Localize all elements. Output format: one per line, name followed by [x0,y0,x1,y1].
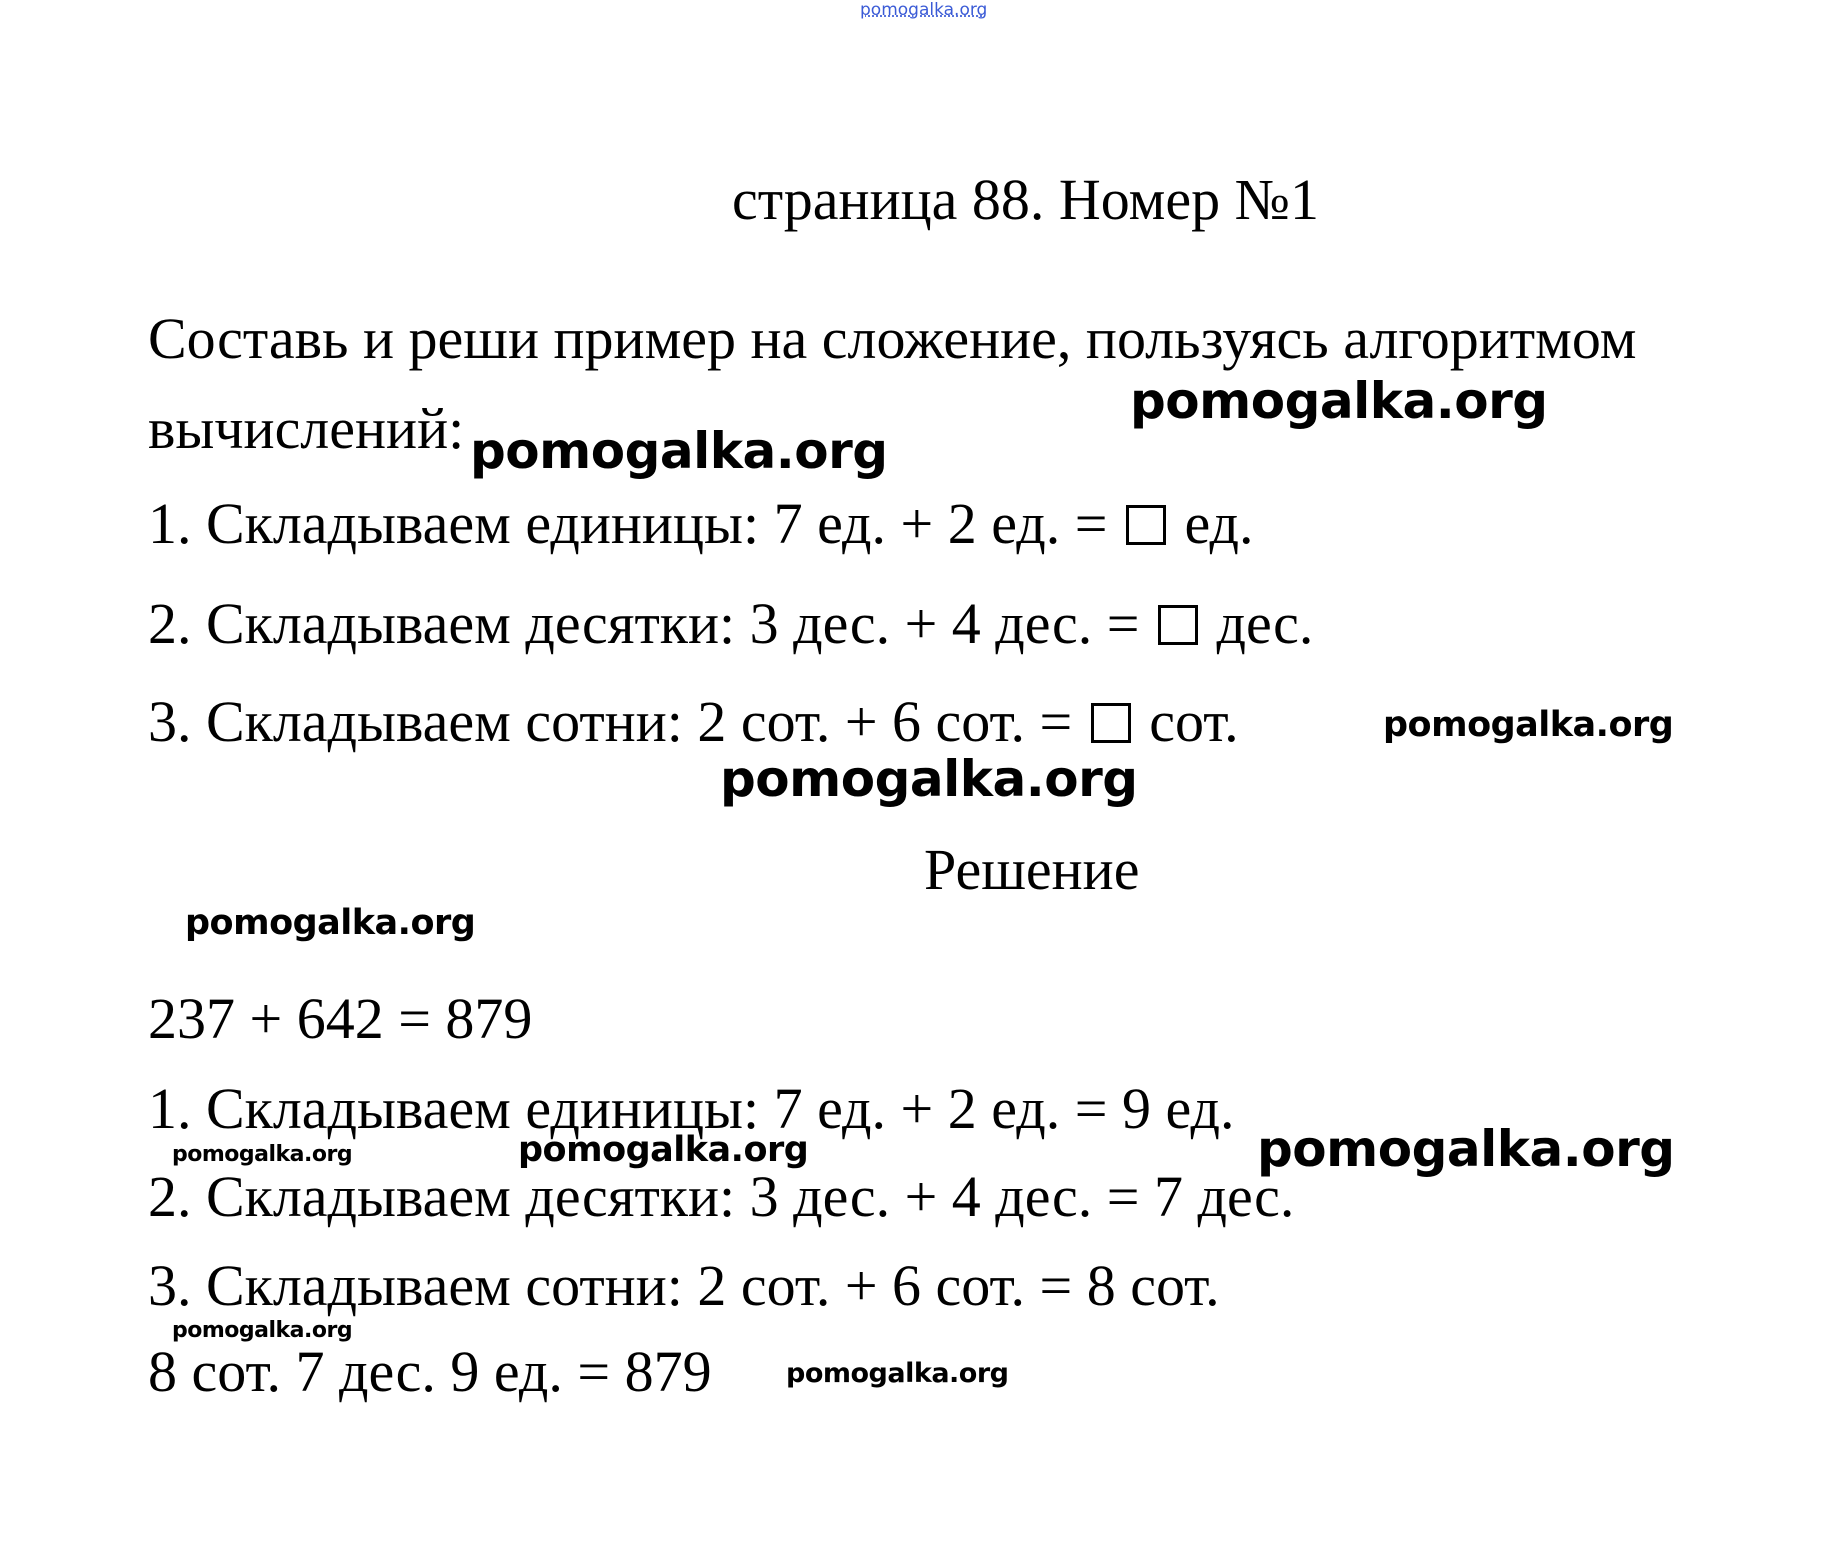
watermark: pomogalka.org [172,1142,353,1167]
task-line-1: Составь и реши пример на сложение, пользуясь алгоритмом [148,306,1637,371]
page-title: страница 88. Номер №1 [732,167,1319,232]
task-line-2: вычислений: [148,396,465,461]
step-2 [148,590,1313,657]
solution-heading: Решение [924,837,1140,902]
watermark: pomogalka.org [185,903,476,943]
watermark: pomogalka.org [1383,705,1674,745]
step-1-before: 1. Складываем единицы: 7 ед. + 2 ед. = [148,491,1108,556]
watermark: pomogalka.org [470,422,888,480]
solution-equation: 237 + 642 = 879 [148,986,533,1051]
watermark-top: pomogalka.org [860,0,988,20]
step-3-after: сот. [1149,689,1239,754]
answer-box [1126,505,1166,545]
solution-line-2: 2. Складываем десятки: 3 дес. + 4 дес. = 7 дес. [148,1164,1295,1229]
step-1-after: ед. [1184,491,1254,556]
solution-line-1: 1. Складываем единицы: 7 ед. + 2 ед. = 9 ед. [148,1076,1235,1141]
step-3-before: 3. Складываем сотни: 2 сот. + 6 сот. = [148,689,1073,754]
watermark: pomogalka.org [172,1318,353,1343]
solution-final: 8 сот. 7 дес. 9 ед. = 879 [148,1339,712,1404]
step-1 [148,490,1253,557]
step-2-before: 2. Складываем десятки: 3 дес. + 4 дес. = [148,591,1140,656]
step-2-after: дес. [1216,591,1314,656]
watermark: pomogalka.org [720,750,1138,808]
step-3 [148,688,1239,755]
answer-box [1158,605,1198,645]
watermark: pomogalka.org [518,1130,809,1170]
solution-line-3: 3. Складываем сотни: 2 сот. + 6 сот. = 8 сот. [148,1253,1220,1318]
watermark: pomogalka.org [1257,1120,1675,1178]
watermark: pomogalka.org [1130,372,1548,430]
answer-box [1091,703,1131,743]
watermark: pomogalka.org [786,1358,1009,1389]
